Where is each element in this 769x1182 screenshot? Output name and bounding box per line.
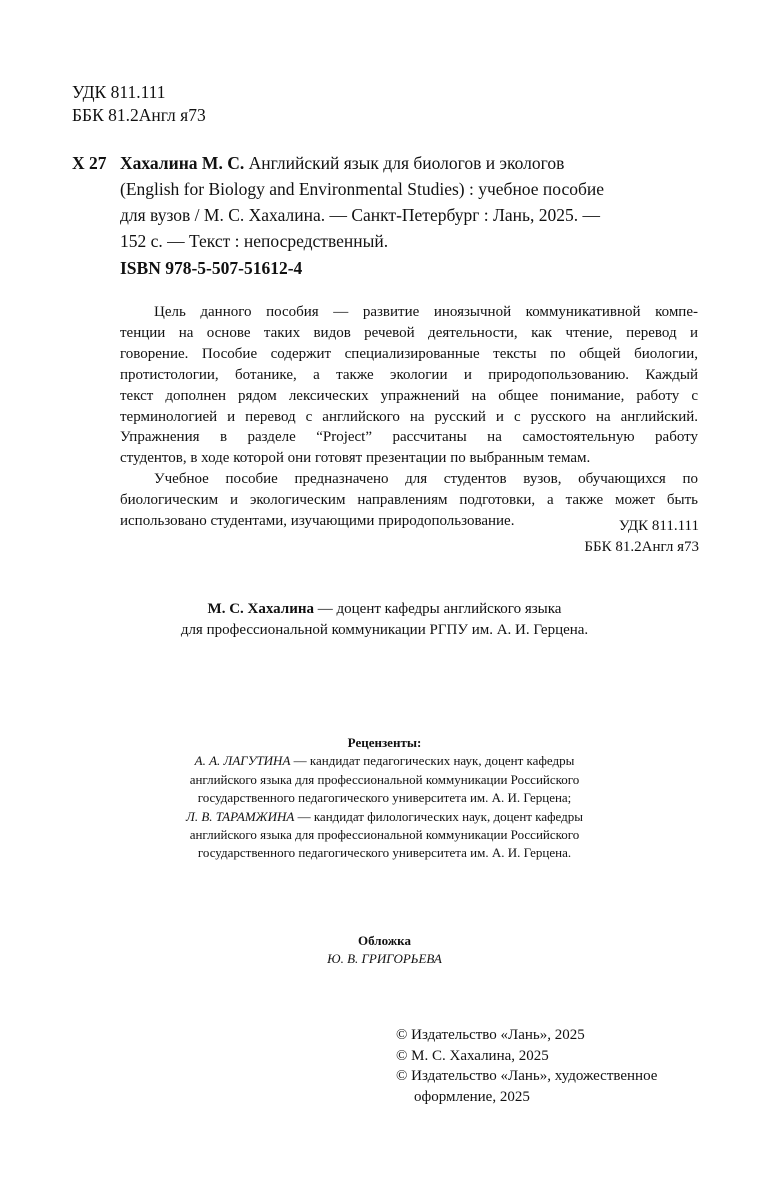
bbk-code: ББК 81.2Англ я73 — [72, 105, 206, 125]
bibliographic-record — [72, 150, 704, 254]
abstract-line: биологическим и экологическим направлениям подготовки, а также может быть — [120, 492, 698, 509]
udc-code: УДК 811.111 — [72, 82, 166, 102]
reviewer-2-name: Л. В. ТАРАМЖИНА — [186, 808, 295, 824]
record-author: Хахалина М. С. — [120, 153, 245, 173]
abstract-line: тенции на основе таких видов речевой деятельности, как чтение, перевод и — [120, 324, 698, 341]
record-line-2: (English for Biology and Environmental Studies) : учебное пособие — [120, 179, 605, 199]
reviewers — [0, 734, 769, 863]
copyright-block — [396, 1025, 657, 1107]
classification-header — [72, 81, 206, 127]
abstract-line: Цель данного пособия — развитие иноязычной коммуникативной компе- — [154, 304, 698, 320]
record-line-1 — [120, 150, 704, 176]
reviewer-1-title: — кандидат педагогических наук, доцент кафедры — [290, 753, 575, 769]
author-note-name: М. С. Хахалина — [207, 601, 314, 617]
author-note — [0, 599, 769, 641]
reviewer-1-name: А. А. ЛАГУТИНА — [194, 753, 291, 769]
reviewer-2-dept: английского языка для профессиональной коммуникации Российского — [189, 827, 580, 843]
reviewers-heading: Рецензенты: — [347, 735, 422, 750]
record-line-3: для вузов / М. С. Хахалина. — Санкт-Петербург : Лань, 2025. — — [120, 205, 600, 225]
abstract-line: терминологией и перевод с английского на русский и с русского на английский. — [120, 408, 698, 425]
cover-credit — [0, 932, 769, 969]
copyright-line: оформление, 2025 — [414, 1088, 530, 1105]
udc-code-repeat: УДК 811.111 — [618, 518, 699, 534]
cover-heading: Обложка — [358, 933, 411, 948]
classification-footer — [584, 516, 699, 558]
abstract — [120, 302, 698, 532]
cover-designer: Ю. В. ГРИГОРЬЕВА — [327, 951, 442, 967]
copyright-line: © М. С. Хахалина, 2025 — [396, 1047, 549, 1064]
isbn: ISBN 978-5-507-51612-4 — [120, 258, 303, 278]
copyright-line: © Издательство «Лань», 2025 — [396, 1027, 585, 1043]
abstract-line: говорение. Пособие содержит специализированные тексты по общей биологии, — [120, 345, 698, 362]
abstract-line: студентов, в ходе которой они готовят презентации по выбранным темам. — [120, 450, 591, 467]
author-note-affiliation: для профессиональной коммуникации РГПУ им. А. И. Герцена. — [180, 622, 589, 638]
abstract-line: Упражнения в разделе “Project” рассчитаны на самостоятельную работу — [120, 429, 698, 446]
abstract-line: Учебное пособие предназначено для студентов вузов, обучающихся по — [154, 471, 698, 488]
reviewer-1-dept: английского языка для профессиональной коммуникации Российского — [189, 771, 580, 787]
record-line-4: 152 с. — Текст : непосредственный. — [120, 231, 389, 251]
copyright-line: © Издательство «Лань», художественное — [396, 1068, 658, 1084]
bbk-code-repeat: ББК 81.2Англ я73 — [584, 538, 699, 555]
abstract-line: текст дополнен рядом лексических упражнений на общее понимание, работу с — [120, 387, 698, 404]
author-sign: Х 27 — [72, 153, 107, 173]
author-note-position: — доцент кафедры английского языка — [314, 601, 562, 617]
abstract-line: использовано студентами, изучающими природопользование. — [120, 513, 515, 530]
abstract-line: протистологии, ботанике, а также экологии и природопользованию. Каждый — [120, 366, 698, 383]
reviewer-2-title: — кандидат филологических наук, доцент кафедры — [294, 808, 583, 824]
record-title: Английский язык для биологов и экологов — [248, 153, 565, 173]
reviewer-1-university: государственного педагогического университета им. А. И. Герцена; — [197, 790, 572, 806]
reviewer-2-university: государственного педагогического университета им. А. И. Герцена. — [197, 845, 572, 861]
